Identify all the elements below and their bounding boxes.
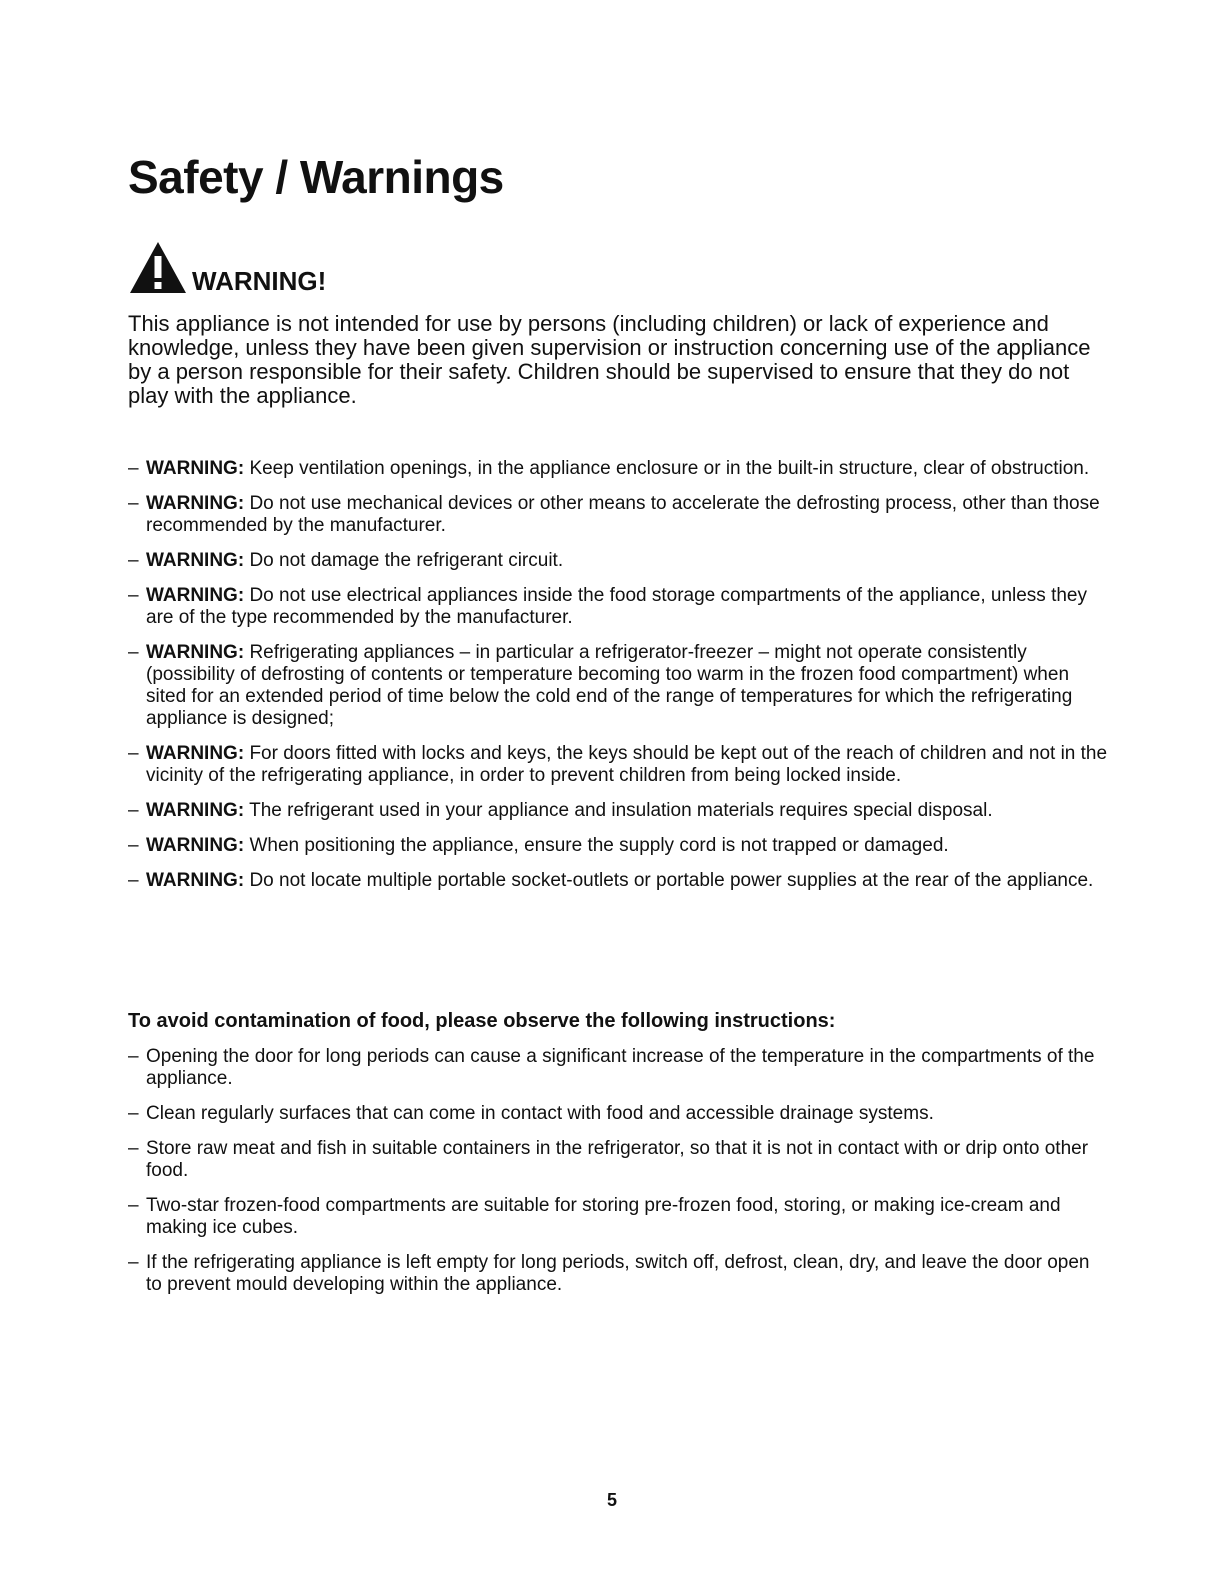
list-item: – WARNING: Do not use mechanical devices or other means to accelerate the defrosting process, other than those recommended by the manufacturer. [128,493,1100,536]
list-item: – Store raw meat and fish in suitable containers in the refrigerator, so that it is not in contact with or drip onto other food. [128,1138,1089,1181]
warning-heading-label: WARNING! [192,266,327,296]
list-item: – Two-star frozen-food compartments are suitable for storing pre-frozen food, storing, or making ice-cream and making ice cubes. [128,1195,1061,1238]
warning-triangle-icon [128,240,188,295]
warning-list [128,458,1108,905]
list-item: – Opening the door for long periods can cause a significant increase of the temperature in the compartments of the appliance. [128,1046,1095,1089]
list-item: – WARNING: Do not damage the refrigerant circuit. [128,550,564,571]
list-item: – WARNING: When positioning the appliance, ensure the supply cord is not trapped or damaged. [128,835,949,856]
food-heading: To avoid contamination of food, please observe the following instructions: [128,1010,836,1032]
list-item: – WARNING: Keep ventilation openings, in the appliance enclosure or in the built-in structure, clear of obstruction. [128,458,1090,479]
page-title: Safety / Warnings [128,151,504,203]
list-item: – Clean regularly surfaces that can come in contact with food and accessible drainage systems. [128,1103,934,1124]
list-item: – WARNING: For doors fitted with locks and keys, the keys should be kept out of the reach of children and not in the vicinity of the refrigerating appliance, in order to prevent children from being locked inside. [128,743,1108,786]
list-item: – If the refrigerating appliance is left empty for long periods, switch off, defrost, clean, dry, and leave the door open to prevent mould developing within the appliance. [128,1252,1090,1295]
page-number: 5 [606,1490,617,1510]
warning-heading [128,240,326,295]
list-item: – WARNING: Do not locate multiple portable socket-outlets or portable power supplies at the rear of the appliance. [128,870,1094,891]
food-instructions-list [128,1046,1108,1309]
list-item: – WARNING: The refrigerant used in your appliance and insulation materials requires special disposal. [128,800,993,821]
list-item: – WARNING: Do not use electrical appliances inside the food storage compartments of the appliance, unless they are of the type recommended by the manufacturer. [128,585,1087,628]
list-item: – WARNING: Refrigerating appliances – in particular a refrigerator-freezer – might not operate consistently (possibility of defrosting of contents or temperature becoming too warm in the frozen food compartment) when sited for an extended period of time below the cold end of the range of temperatures for which the refrigerating appliance is designed; [128,642,1073,729]
intro-paragraph: This appliance is not intended for use by persons (including children) or lack of experience and knowledge, unless they have been given supervision or instruction concerning use of the appliance by a person responsible for their safety. Children should be supervised to ensure that they do not play with the appliance. [128,311,1091,408]
